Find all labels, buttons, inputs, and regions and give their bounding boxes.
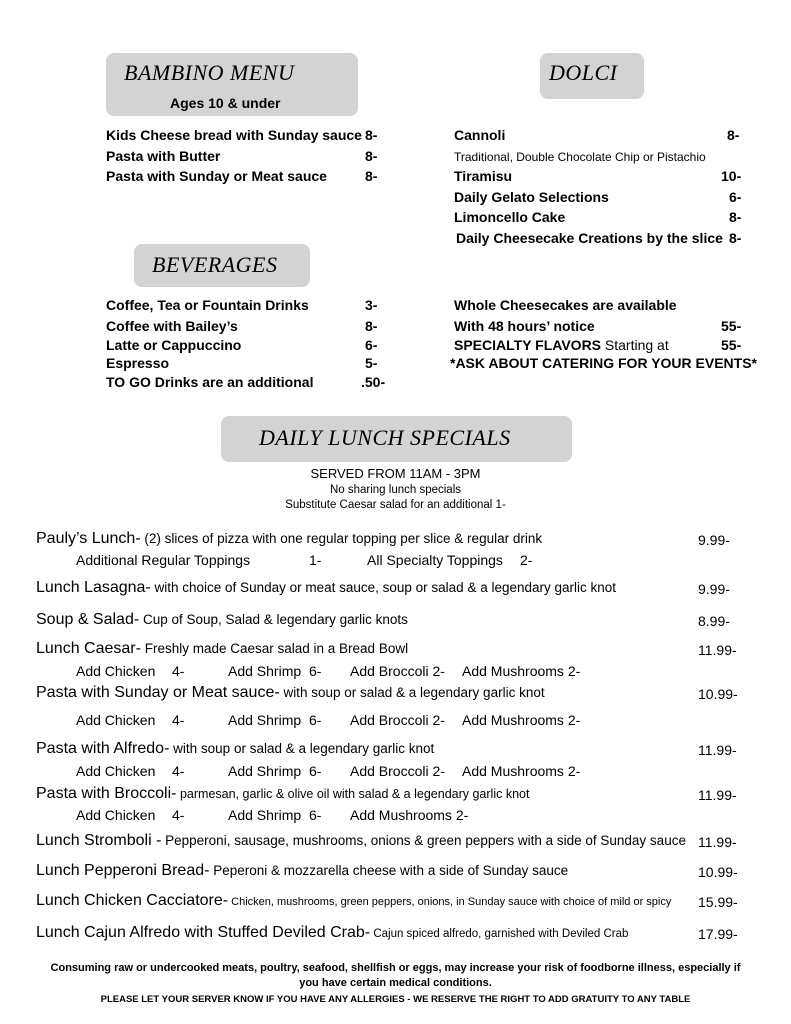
lunch-item-price: 11.99- xyxy=(698,787,737,803)
lunch-item-name: Pasta with Alfredo- xyxy=(36,740,170,757)
regular-toppings-price: 1- xyxy=(309,552,322,568)
dolci-item-name: Cannoli xyxy=(454,127,506,143)
lunch-item-desc: (2) slices of pizza with one regular topping per slice & regular drink xyxy=(140,531,543,546)
whole-cheesecake-line: Whole Cheesecakes are available xyxy=(454,297,677,313)
lunch-item-desc: Pepperoni, sausage, mushrooms, onions & green peppers with a side of Sunday sauce xyxy=(161,833,686,848)
addon-chicken-price: 4- xyxy=(172,763,185,779)
lunch-title: DAILY LUNCH SPECIALS xyxy=(259,425,511,450)
lunch-item-price: 17.99- xyxy=(698,926,738,942)
beverage-item-name: Latte or Cappuccino xyxy=(106,337,242,353)
addon-shrimp-price: 6- xyxy=(309,763,322,779)
lunch-item-desc: with soup or salad & a legendary garlic knot xyxy=(279,685,545,700)
lunch-item-desc: Peperoni & mozzarella cheese with a side of Sunday sauce xyxy=(209,863,569,878)
dolci-item-name: Limoncello Cake xyxy=(454,209,566,225)
specialty-toppings-price: 2- xyxy=(520,552,533,568)
addon-chicken-price: 4- xyxy=(172,712,185,728)
allergy-notice: PLEASE LET YOUR SERVER KNOW IF YOU HAVE ANY ALLERGIES - WE RESERVE THE RIGHT TO ADD GRATUITY TO ANY TABLE xyxy=(100,994,691,1005)
lunch-served-hours: SERVED FROM 11AM - 3PM xyxy=(310,466,481,481)
beverage-item-price: 5- xyxy=(365,355,378,371)
regular-toppings-label: Additional Regular Toppings xyxy=(76,552,251,568)
lunch-item-name: Pasta with Broccoli- xyxy=(36,785,177,802)
addon-mushrooms: Add Mushrooms 2- xyxy=(462,712,581,728)
dolci-item-price: 10- xyxy=(721,168,742,184)
dolci-item-price: 8- xyxy=(729,209,742,225)
dolci-title: DOLCI xyxy=(549,60,618,85)
beverage-item-price: .50- xyxy=(361,374,386,390)
bambino-item-price: 8- xyxy=(365,148,378,164)
lunch-item-price: 9.99- xyxy=(698,581,730,597)
lunch-item-desc: with choice of Sunday or meat sauce, soup or salad & a legendary garlic knot xyxy=(150,580,617,595)
addon-chicken: Add Chicken xyxy=(76,807,156,823)
addon-shrimp: Add Shrimp xyxy=(228,663,302,679)
lunch-item-desc: parmesan, garlic & olive oil with salad & a legendary garlic knot xyxy=(176,787,530,801)
lunch-item-price: 11.99- xyxy=(698,742,737,758)
bambino-subtitle: Ages 10 & under xyxy=(170,95,281,111)
lunch-item-desc: Chicken, mushrooms, green peppers, onions, in Sunday sauce with choice of mild or spicy xyxy=(228,896,672,908)
addon-broccoli: Add Broccoli 2- xyxy=(350,712,445,728)
lunch-item xyxy=(36,832,686,850)
addon-shrimp-price: 6- xyxy=(309,807,322,823)
addon-mushrooms: Add Mushrooms 2- xyxy=(462,663,581,679)
lunch-item xyxy=(36,862,568,880)
bambino-item-name: Pasta with Butter xyxy=(106,148,221,164)
addon-mushrooms: Add Mushrooms 2- xyxy=(462,763,581,779)
dolci-item-name: Daily Cheesecake Creations by the slice xyxy=(456,230,723,246)
lunch-item-desc: Cajun spiced alfredo, garnished with Deviled Crab xyxy=(370,928,629,940)
lunch-item-desc: Cup of Soup, Salad & legendary garlic knots xyxy=(139,612,408,627)
lunch-item xyxy=(36,579,616,597)
specialty-flavors-rest: Starting at xyxy=(601,337,669,353)
beverage-item-price: 8- xyxy=(365,318,378,334)
lunch-item xyxy=(36,684,545,702)
bambino-item-price: 8- xyxy=(365,168,378,184)
addon-mushrooms: Add Mushrooms 2- xyxy=(350,807,469,823)
lunch-no-sharing: No sharing lunch specials xyxy=(329,484,462,496)
dolci-item-price: 8- xyxy=(729,230,742,246)
lunch-item-price: 9.99- xyxy=(698,532,730,548)
beverage-item-name: Espresso xyxy=(106,355,170,371)
lunch-item-name: Lunch Pepperoni Bread- xyxy=(36,862,210,879)
lunch-item-price: 15.99- xyxy=(698,894,738,910)
addon-shrimp: Add Shrimp xyxy=(228,763,302,779)
beverage-item-name: TO GO Drinks are an additional xyxy=(106,374,314,390)
specialty-flavors-line xyxy=(454,337,669,353)
addon-broccoli: Add Broccoli 2- xyxy=(350,663,445,679)
specialty-flavors-price: 55- xyxy=(721,337,742,353)
dolci-item-note: Traditional, Double Chocolate Chip or Pistachio xyxy=(454,150,706,164)
lunch-item-price: 8.99- xyxy=(698,613,730,629)
specialty-toppings-label: All Specialty Toppings xyxy=(367,552,503,568)
lunch-item-name: Lunch Chicken Cacciatore- xyxy=(36,892,229,909)
lunch-item-price: 11.99- xyxy=(698,834,737,850)
addon-chicken-price: 4- xyxy=(172,663,185,679)
lunch-item-name: Lunch Cajun Alfredo with Stuffed Deviled Crab- xyxy=(36,924,371,941)
lunch-item-name: Lunch Stromboli - xyxy=(36,832,162,849)
lunch-item xyxy=(36,611,408,629)
addon-chicken: Add Chicken xyxy=(76,712,156,728)
addon-broccoli: Add Broccoli 2- xyxy=(350,763,445,779)
lunch-item xyxy=(36,892,671,910)
dolci-item-name: Tiramisu xyxy=(454,168,513,184)
lunch-item xyxy=(36,785,529,803)
beverage-item-name: Coffee, Tea or Fountain Drinks xyxy=(106,297,309,313)
lunch-item-name: Pauly’s Lunch- xyxy=(36,530,141,547)
beverage-item-name: Coffee with Bailey’s xyxy=(106,318,238,334)
whole-cheesecake-price: 55- xyxy=(721,318,742,334)
lunch-item-price: 11.99- xyxy=(698,642,737,658)
addon-shrimp: Add Shrimp xyxy=(228,712,302,728)
lunch-item-name: Lunch Lasagna- xyxy=(36,579,151,596)
lunch-item-desc: with soup or salad & a legendary garlic knot xyxy=(169,741,435,756)
dolci-item-price: 6- xyxy=(729,189,742,205)
lunch-item xyxy=(36,740,434,758)
specialty-flavors-label: SPECIALTY FLAVORS xyxy=(454,337,602,353)
beverage-item-price: 6- xyxy=(365,337,378,353)
lunch-item-name: Pasta with Sunday or Meat sauce- xyxy=(36,684,280,701)
addon-chicken: Add Chicken xyxy=(76,763,156,779)
addon-chicken: Add Chicken xyxy=(76,663,156,679)
lunch-item-name: Lunch Caesar- xyxy=(36,640,141,657)
catering-note: *ASK ABOUT CATERING FOR YOUR EVENTS* xyxy=(450,355,757,371)
beverage-item-price: 3- xyxy=(365,297,378,313)
beverages-title: BEVERAGES xyxy=(152,252,278,277)
bambino-title: BAMBINO MENU xyxy=(124,60,295,85)
lunch-item-name: Soup & Salad- xyxy=(36,611,140,628)
dolci-item-name: Daily Gelato Selections xyxy=(454,189,609,205)
whole-cheesecake-notice: With 48 hours’ notice xyxy=(454,318,595,334)
foodborne-warning: Consuming raw or undercooked meats, poultry, seafood, shellfish or eggs, may increase your risk of foodborne illness, especially if you have certain medical conditions. xyxy=(50,962,741,989)
addon-shrimp-price: 6- xyxy=(309,663,322,679)
lunch-item xyxy=(36,640,408,658)
lunch-item-price: 10.99- xyxy=(698,686,738,702)
bambino-item-name: Kids Cheese bread with Sunday sauce xyxy=(106,127,362,143)
addon-shrimp: Add Shrimp xyxy=(228,807,302,823)
addon-shrimp-price: 6- xyxy=(309,712,322,728)
lunch-item-desc: Freshly made Caesar salad in a Bread Bowl xyxy=(140,641,409,656)
addon-chicken-price: 4- xyxy=(172,807,185,823)
lunch-substitute-note: Substitute Caesar salad for an additional 1- xyxy=(285,499,506,511)
lunch-item-price: 10.99- xyxy=(698,864,738,880)
bambino-item-price: 8- xyxy=(365,127,378,143)
bambino-item-name: Pasta with Sunday or Meat sauce xyxy=(106,168,327,184)
dolci-item-price: 8- xyxy=(727,127,740,143)
lunch-item xyxy=(36,924,628,942)
lunch-item xyxy=(36,530,542,548)
